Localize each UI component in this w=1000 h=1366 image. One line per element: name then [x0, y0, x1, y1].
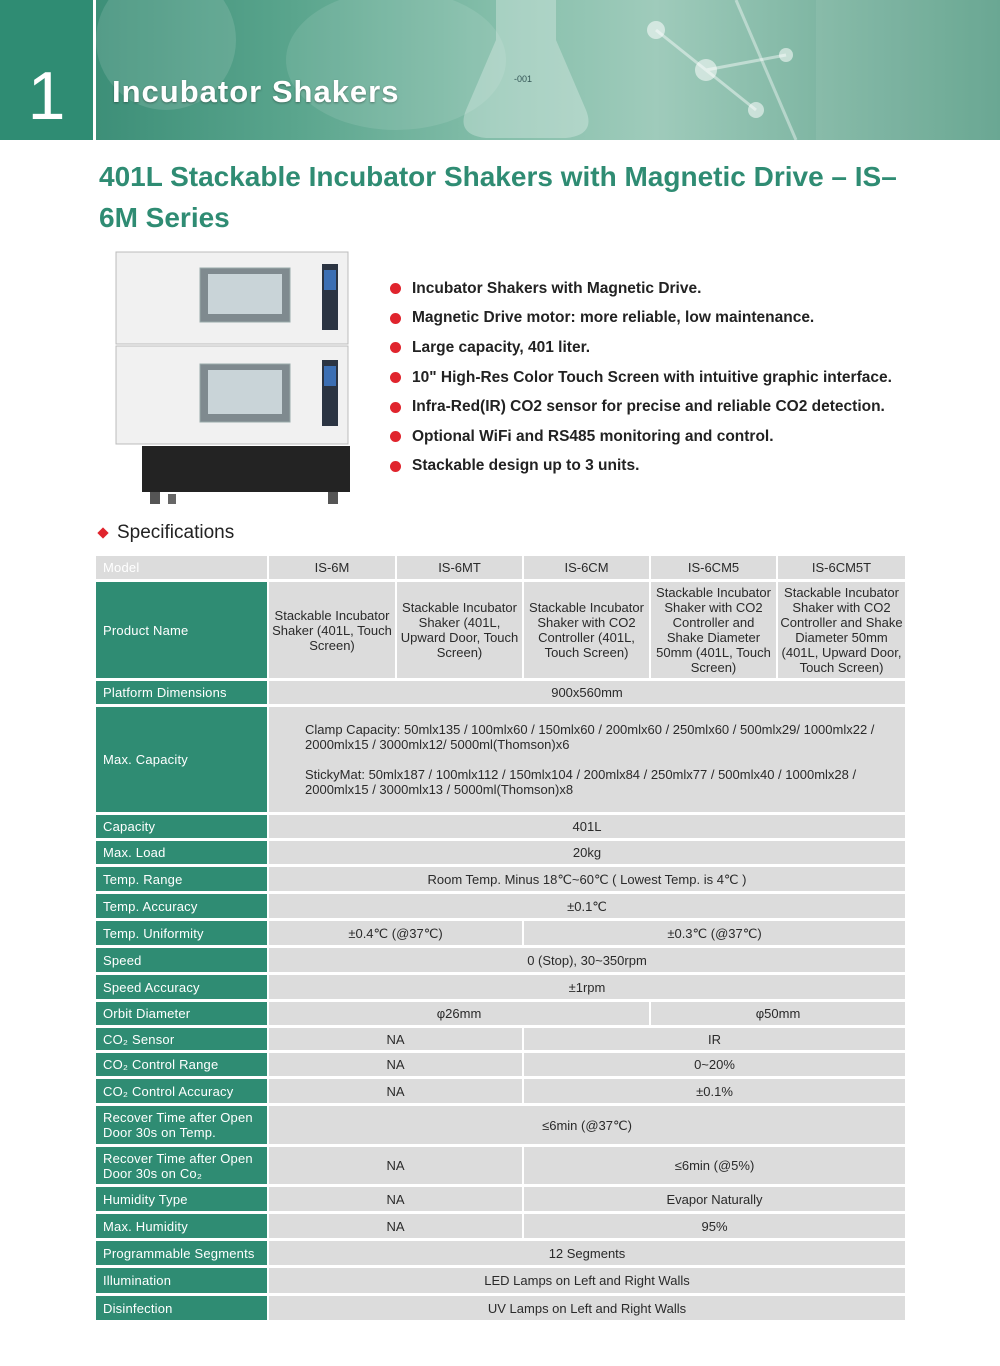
row-label: Platform Dimensions [96, 681, 269, 707]
table-row [96, 1147, 907, 1187]
table-row [96, 975, 907, 1002]
row-label: Temp. Accuracy [96, 894, 269, 921]
row-label: CO₂ Control Accuracy [96, 1079, 269, 1106]
row-label: CO₂ Sensor [96, 1028, 269, 1053]
bullet-dot-icon [390, 431, 401, 442]
feature-text: Stackable design up to 3 units. [412, 457, 640, 475]
table-row [96, 1002, 907, 1028]
table-row [96, 1106, 907, 1147]
lab-glassware-illustration [96, 0, 1000, 140]
model-cell: IS-6MT [397, 556, 524, 582]
row-label: Max. Humidity [96, 1214, 269, 1241]
model-cell: IS-6CM5 [651, 556, 778, 582]
specifications-heading-text: Specifications [117, 522, 235, 543]
section-title: Incubator Shakers [112, 74, 400, 109]
row-label: Product Name [96, 582, 269, 681]
value-cell: 401L [269, 815, 907, 841]
bullet-dot-icon [390, 461, 401, 472]
value-cell: NA [269, 1079, 524, 1106]
bullet-dot-icon [390, 342, 401, 353]
value-cell: 95% [524, 1214, 907, 1241]
chapter-number-box [0, 0, 93, 140]
table-row [96, 841, 907, 867]
value-cell: ±0.4℃ (@37℃) [269, 921, 524, 948]
feature-item [390, 422, 892, 452]
value-cell: 0 (Stop), 30~350rpm [269, 948, 907, 975]
page-title: 401L Stackable Incubator Shakers with Magnetic Drive – IS–6M Series [99, 161, 897, 233]
row-label: Disinfection [96, 1296, 269, 1323]
table-row [96, 815, 907, 841]
stackable-incubator-shaker-photo [108, 248, 360, 510]
row-label: Humidity Type [96, 1187, 269, 1214]
bullet-dot-icon [390, 372, 401, 383]
value-cell: φ50mm [651, 1002, 907, 1028]
row-label: Speed Accuracy [96, 975, 269, 1002]
value-cell: 0~20% [524, 1053, 907, 1079]
row-label: Illumination [96, 1268, 269, 1296]
value-cell: ±0.1% [524, 1079, 907, 1106]
feature-text: Large capacity, 401 liter. [412, 338, 591, 356]
feature-text: Infra-Red(IR) CO2 sensor for precise and reliable CO2 detection. [412, 398, 885, 416]
row-label: Temp. Range [96, 867, 269, 894]
product-name-cell: Stackable Incubator Shaker (401L, Touch Screen) [269, 582, 397, 681]
feature-item [390, 452, 892, 482]
row-label: Temp. Uniformity [96, 921, 269, 948]
table-row [96, 1053, 907, 1079]
value-cell: 900x560mm [269, 681, 907, 707]
table-row [96, 1028, 907, 1053]
model-cell: IS-6CM5T [778, 556, 907, 582]
bullet-dot-icon [390, 402, 401, 413]
row-label: Programmable Segments [96, 1241, 269, 1268]
value-cell: ±0.3℃ (@37℃) [524, 921, 907, 948]
table-row [96, 867, 907, 894]
table-row [96, 1214, 907, 1241]
table-row [96, 681, 907, 707]
value-cell: ≤6min (@37℃) [269, 1106, 907, 1147]
row-label: Max. Capacity [96, 707, 269, 815]
value-cell: 12 Segments [269, 1241, 907, 1268]
row-label: Speed [96, 948, 269, 975]
table-row [96, 556, 907, 582]
table-row [96, 707, 907, 815]
feature-item [390, 392, 892, 422]
row-label: Orbit Diameter [96, 1002, 269, 1028]
value-cell: 20kg [269, 841, 907, 867]
table-row [96, 1079, 907, 1106]
feature-text: Magnetic Drive motor: more reliable, low maintenance. [412, 309, 815, 327]
table-row [96, 1296, 907, 1323]
feature-item [390, 333, 892, 363]
row-label: Model [96, 556, 269, 582]
table-row [96, 1241, 907, 1268]
svg-text:-001: -001 [514, 74, 533, 84]
table-row [96, 894, 907, 921]
header-banner [0, 0, 1000, 140]
value-cell: ±1rpm [269, 975, 907, 1002]
row-label: Recover Time after Open Door 30s on Temp. [96, 1106, 269, 1147]
clamp-capacity-text: Clamp Capacity: 50mlx135 / 100mlx60 / 150mlx60 / 200mlx60 / 250mlx60 / 500mlx29/ 1000mlx22 / 2000mlx15 / 3000mlx12/ 5000ml(Thomson)x6 [305, 722, 875, 752]
product-name-cell: Stackable Incubator Shaker with CO2 Controller (401L, Touch Screen) [524, 582, 651, 681]
table-row [96, 948, 907, 975]
specifications-table [96, 556, 907, 1323]
feature-list [390, 274, 892, 481]
value-cell: NA [269, 1147, 524, 1187]
table-row [96, 1187, 907, 1214]
value-cell: NA [269, 1214, 524, 1241]
banner-background [96, 0, 1000, 140]
value-cell: IR [524, 1028, 907, 1053]
value-cell: NA [269, 1028, 524, 1053]
value-cell: φ26mm [269, 1002, 651, 1028]
value-cell: LED Lamps on Left and Right Walls [269, 1268, 907, 1296]
bullet-dot-icon [390, 313, 401, 324]
product-name-cell: Stackable Incubator Shaker with CO2 Controller and Shake Diameter 50mm (401L, Touch Screen) [651, 582, 778, 681]
specifications-heading [97, 522, 234, 544]
model-cell: IS-6CM [524, 556, 651, 582]
capacity-cell [269, 707, 907, 815]
value-cell: ±0.1℃ [269, 894, 907, 921]
stickymat-capacity-text: StickyMat: 50mlx187 / 100mlx112 / 150mlx104 / 200mlx84 / 250mlx77 / 500mlx40 / 1000mlx28 / 2000mlx15 / 3000mlx13 / 5000ml(Thomson)x8 [305, 767, 857, 797]
feature-item [390, 363, 892, 393]
bullet-dot-icon [390, 283, 401, 294]
value-cell: Room Temp. Minus 18℃~60℃ ( Lowest Temp. is 4℃ ) [269, 867, 907, 894]
value-cell: Evapor Naturally [524, 1187, 907, 1214]
value-cell: ≤6min (@5%) [524, 1147, 907, 1187]
feature-item [390, 274, 892, 304]
table-row [96, 921, 907, 948]
row-label: Capacity [96, 815, 269, 841]
product-name-cell: Stackable Incubator Shaker (401L, Upward Door, Touch Screen) [397, 582, 524, 681]
row-label: Max. Load [96, 841, 269, 867]
row-label: CO₂ Control Range [96, 1053, 269, 1079]
value-cell: NA [269, 1187, 524, 1214]
feature-item [390, 304, 892, 334]
chapter-number: 1 [27, 58, 66, 134]
row-label: Recover Time after Open Door 30s on Co₂ [96, 1147, 269, 1187]
table-row [96, 1268, 907, 1296]
value-cell: UV Lamps on Left and Right Walls [269, 1296, 907, 1323]
product-name-cell: Stackable Incubator Shaker with CO2 Controller and Shake Diameter 50mm (401L, Upward Door, Touch Screen) [778, 582, 907, 681]
value-cell: NA [269, 1053, 524, 1079]
table-row [96, 582, 907, 681]
diamond-bullet-icon [97, 527, 108, 538]
feature-text: Optional WiFi and RS485 monitoring and control. [412, 427, 774, 445]
feature-text: 10" High-Res Color Touch Screen with intuitive graphic interface. [412, 368, 892, 386]
feature-text: Incubator Shakers with Magnetic Drive. [412, 279, 702, 297]
model-cell: IS-6M [269, 556, 397, 582]
